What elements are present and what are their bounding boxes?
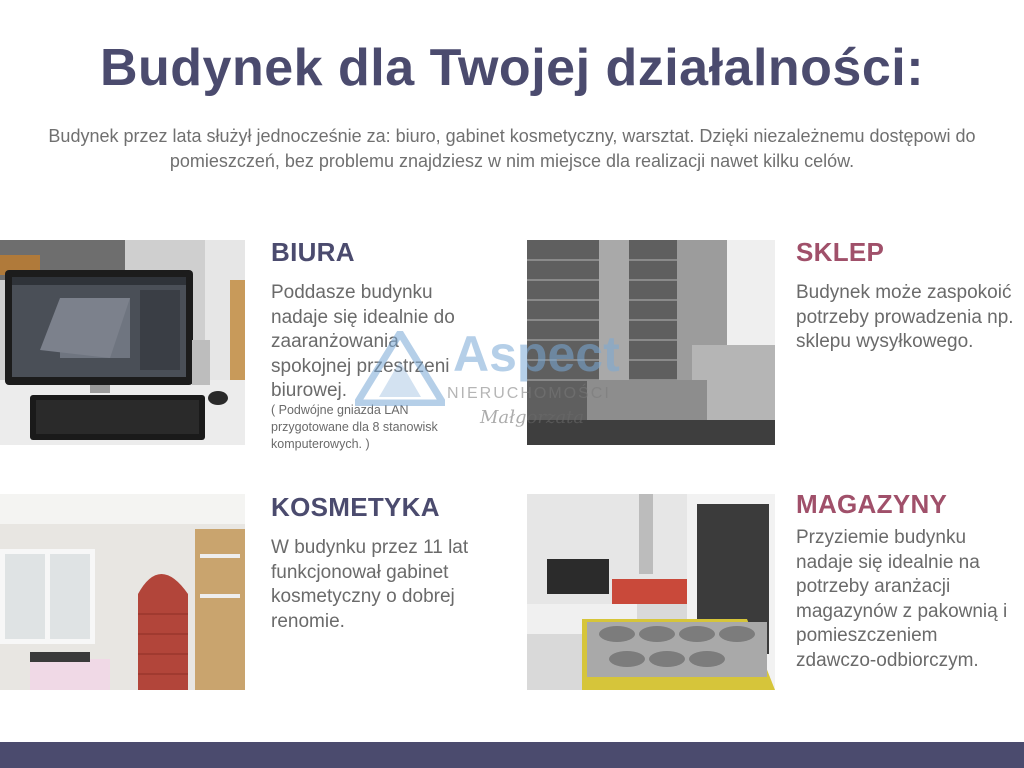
kosmetyka-description: W budynku przez 11 lat funkcjonował gabinet kosmetyczny o dobrej renomie. [271,537,469,632]
biura-heading: BIURA [271,237,355,267]
intro-text: Budynek przez lata służył jednocześnie za: biuro, gabinet kosmetyczny, warsztat. Dzięki niezależnemu dostępowi do pomieszczeń, bez problemu znajdziesz w nim miejsce dla realizacji nawet kilku celów. [48,126,976,171]
biura-note: ( Podwójne gniazda LAN przygotowane dla 8 stanowisk komputerowych. ) [271,403,438,451]
office-computer-photo [0,240,245,445]
magazyny-heading: MAGAZYNY [796,489,948,519]
sklep-description: Budynek może zaspokoić potrzeby prowadzenia np. sklepu wysyłkowego. [796,282,1014,352]
sklep-heading: SKLEP [796,237,885,267]
magazyny-description: Przyziemie budynku nadaje się idealnie na potrzeby aranżacji magazynów z pakownią i pomieszczeniem zdawczo-odbiorczym. [796,527,1008,671]
watermark-subtitle: NIERUCHOMOŚCI [447,385,611,402]
kosmetyka-heading: KOSMETYKA [271,492,440,522]
watermark-brand: Aspect [453,326,620,382]
footer-bar [0,742,1024,768]
shop-interior-photo [527,240,775,445]
beauty-salon-photo [0,494,245,690]
watermark-signature: Małgorzata [480,407,585,428]
page-title: Budynek dla Twojej działalności: [99,39,925,97]
warehouse-room-photo [527,494,775,690]
biura-description: Poddasze budynku nadaje się idealnie do zaaranżowania spokojnej przestrzeni biurowej. [271,282,455,401]
